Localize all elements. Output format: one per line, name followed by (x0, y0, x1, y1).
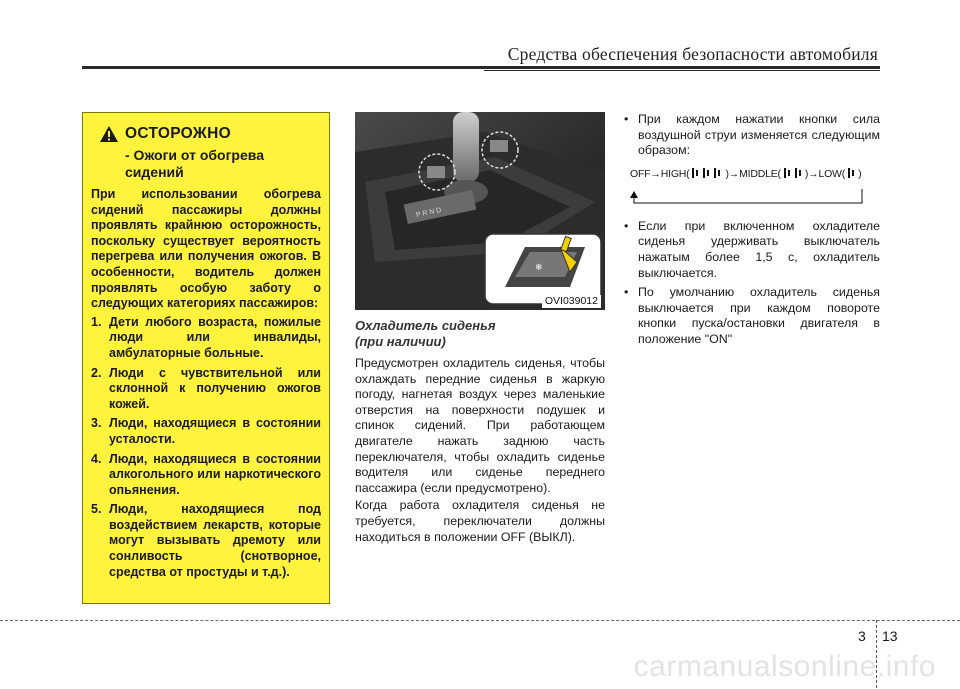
watermark: carmanualsonline.info (633, 650, 936, 683)
list-item: 5. Люди, находящиеся под воздействием лекарств, которые могут вызывать дремоту или сонливость (снотворное, средства от простуды и т.д.). (91, 502, 321, 579)
caution-subtitle: - Ожоги от обогрева сидений (125, 147, 264, 180)
cycle-return-arrow-icon (624, 163, 864, 209)
list-item: 3. Люди, находящиеся в состоянии усталости. (91, 416, 321, 446)
svg-text:❄: ❄ (535, 262, 543, 272)
list-item: • Если при включенном охладителе сиденья удерживать выключатель нажатым более 1,5 с, охладитель выключается. (624, 218, 880, 280)
section-heading: Охладитель сиденья (при наличии) (355, 318, 496, 349)
figure-code: OVI039012 (542, 295, 601, 308)
caution-box (82, 112, 330, 604)
header-rule (82, 66, 880, 69)
list-item: • При каждом нажатии кнопки сила воздушной струи изменяется следующим образом: (624, 112, 880, 158)
running-header-title: Средства обеспечения безопасности автомобиля (507, 44, 878, 64)
list-item: 1. Дети любого возраста, пожилые люди или инвалиды, амбулаторные больные. (91, 314, 321, 360)
seat-cooler-section (355, 318, 605, 547)
section-number: 3 (858, 628, 866, 644)
page-number: 13 (882, 628, 898, 644)
footer-rule (0, 620, 960, 621)
header-rule-thin (484, 70, 880, 71)
paragraph: Предусмотрен охладитель сиденья, чтобы охлаждать передние сиденья в жаркую погоду, нагнетая воздух через маленькие отверстия на поверхности подушек и спинок сидений. При работающем двигателе нажать заднюю часть переключателя, чтобы охладить сиденье водителя или сиденье переднего пассажира (если предусмотрено). (355, 356, 605, 495)
fan-speed-cycle-diagram: OFF→HIGH( )→MIDDLE( )→LOW( ) (624, 163, 880, 209)
list-item: 2. Люди с чувствительной или склонной к получению ожогов кожей. (91, 365, 321, 411)
warning-triangle-icon (99, 125, 119, 143)
list-item: 4. Люди, находящиеся в состоянии алкогольного или наркотического опьянения. (91, 451, 321, 497)
svg-text:P R N D: P R N D (415, 206, 442, 220)
paragraph: Когда работа охладителя сиденья не требуется, переключатели должны находиться в положении OFF (ВЫКЛ). (355, 498, 605, 544)
seat-cooler-switch-photo (355, 112, 605, 310)
list-item: • По умолчанию охладитель сиденья выключается при каждом повороте кнопки пуска/остановки двигателя в положение "ON" (624, 285, 880, 346)
caution-intro: При использовании обогрева сидений пассажиры должны проявлять крайнюю осторожность, поскольку существует вероятность перегрева или получения ожогов. В особенности, водитель должен проявлять особую заботу о следующих категориях пассажиров: (91, 187, 321, 311)
caution-heading (99, 123, 321, 145)
console-illustration (355, 112, 605, 310)
caution-title: ОСТОРОЖНО (125, 125, 231, 143)
caution-list (91, 315, 321, 581)
right-column (616, 112, 880, 352)
